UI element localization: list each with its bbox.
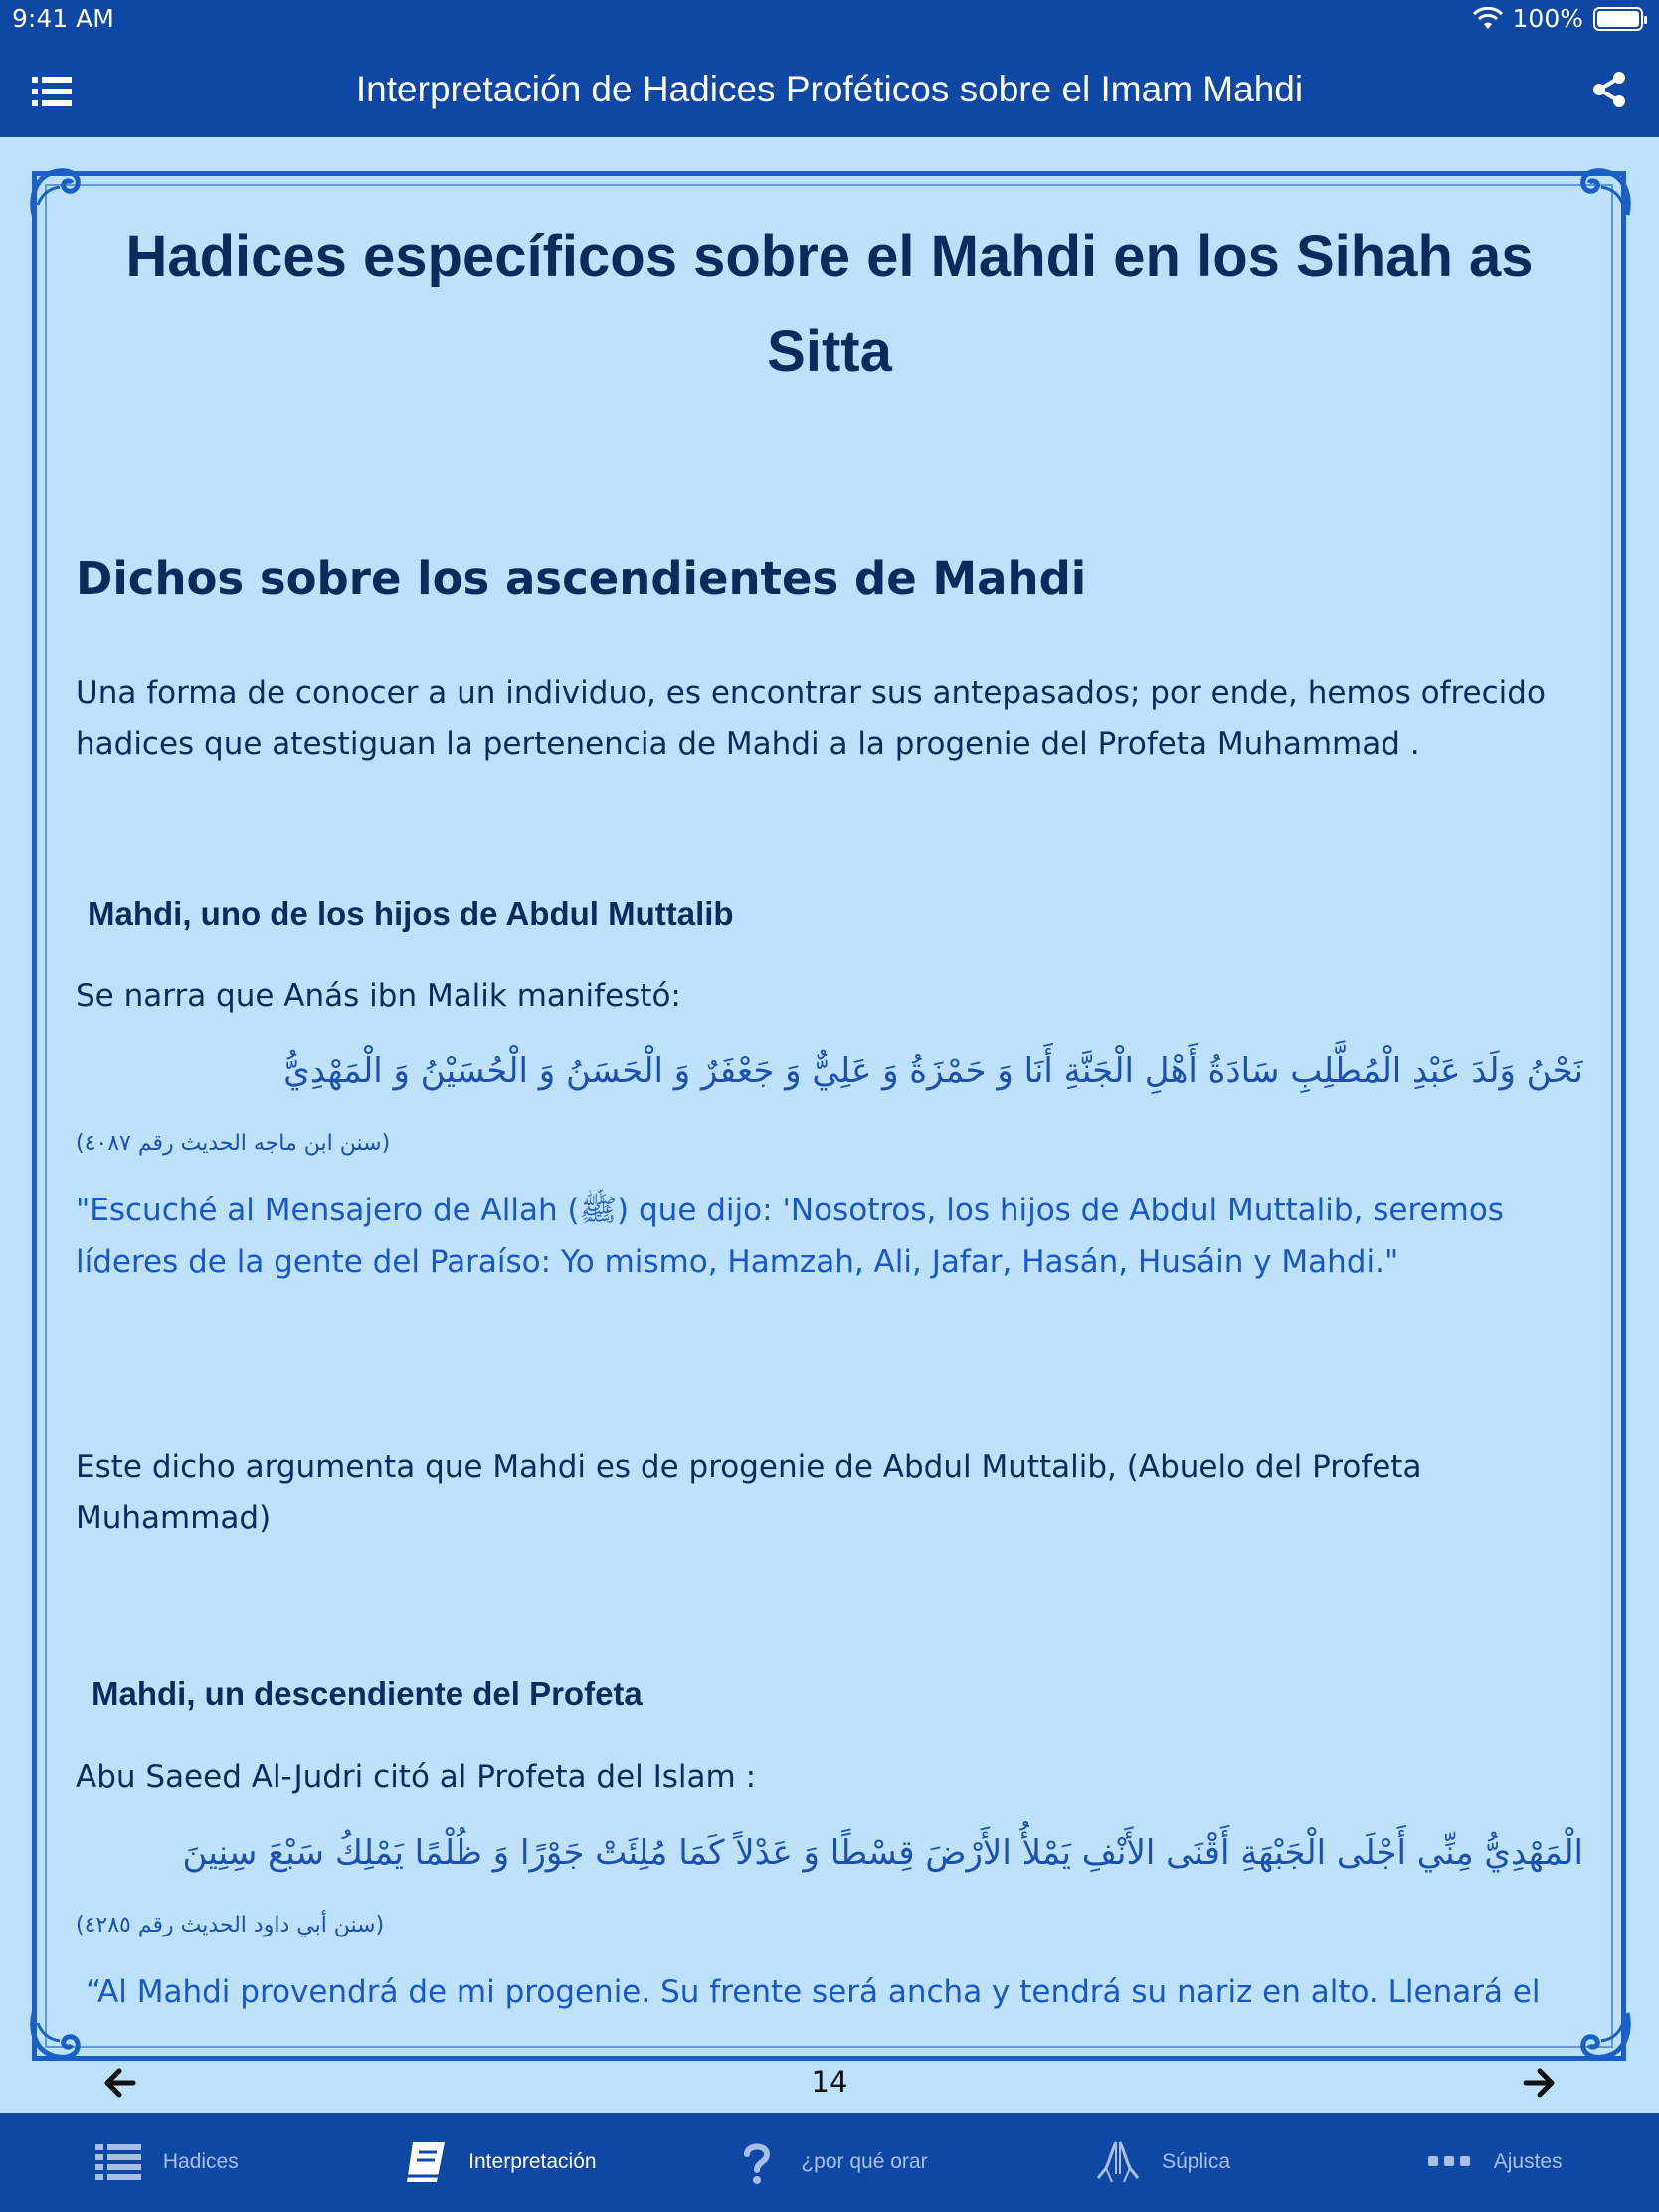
narration-text: Abu Saeed Al-Judri citó al Profeta del Islam :: [76, 1759, 757, 1795]
wifi-icon: [1473, 7, 1503, 31]
hadith-translation: "Escuché al Mensajero de Allah (ﷺ) que dijo: 'Nosotros, los hijos de Abdul Muttalib, seremos líderes de la gente del Paraíso: Yo mismo, Hamzah, Ali, Jafar, Hasán, Husáin y Mahdi.": [76, 1193, 1504, 1280]
arabic-hadith: الْمَهْدِيُّ مِنِّي أَجْلَى الْجَبْهَةِ أَقْنَى الأَنْفِ يَمْلأُ الأَرْضَ قِسْطًا وَ عَدْلاً كَمَا مُلِئَتْ جَوْرًا وَ ظُلْمًا يَمْلِكُ سَبْعَ سِنِينَ: [182, 1833, 1583, 1873]
tab-label: Hadices: [162, 2150, 239, 2173]
menu-list-icon[interactable]: [32, 74, 72, 109]
page-number: 14: [811, 2065, 848, 2099]
commentary-text: Este dicho argumenta que Mahdi es de progenie de Abdul Muttalib, (Abuelo del Profeta Muhammad): [76, 1449, 1422, 1536]
page-title: Hadices específicos sobre el Mahdi en los Sihah as Sitta: [125, 224, 1534, 384]
arabic-hadith: نَحْنُ وَلَدَ عَبْدِ الْمُطَّلِبِ سَادَةُ أَهْلِ الْجَنَّةِ أَنَا وَ حَمْزَةُ وَ عَلِيٌّ وَ جَعْفَرٌ وَ الْحَسَنُ وَ الْحُسَيْنُ وَ الْمَهْدِيُّ: [283, 1051, 1583, 1091]
hadith-translation: “Al Mahdi provendrá de mi progenie. Su frente será ancha y tendrá su nariz en alto. Llenará el: [86, 1974, 1541, 2010]
article-content[interactable]: [76, 209, 1583, 2049]
top-bar: [0, 0, 1659, 137]
arrow-right-icon[interactable]: [1522, 2065, 1558, 2101]
tab-suplica[interactable]: [996, 2113, 1328, 2212]
tab-label: Súplica: [1162, 2150, 1231, 2173]
tab-label: Interpretación: [468, 2150, 597, 2173]
hadith-reference: (سنن أبي داود الحديث رقم ٤٢٨٥): [76, 1913, 385, 1937]
share-icon[interactable]: [1589, 70, 1629, 109]
ornament-corner-icon: [1577, 2007, 1633, 2063]
status-indicators: [1473, 4, 1643, 33]
more-icon: [1424, 2138, 1476, 2186]
tab-hadices[interactable]: [0, 2113, 332, 2212]
subsection-title: Mahdi, un descendiente del Profeta: [92, 1675, 643, 1712]
hadith-reference: (سنن ابن ماجه الحديث رقم ٤٠٨٧): [76, 1131, 391, 1156]
book-icon: [399, 2138, 451, 2186]
tab-bar: [0, 2113, 1659, 2212]
header-title: Interpretación de Hadices Proféticos sobre el Imam Mahdi: [355, 69, 1304, 109]
status-time: 9:41 AM: [12, 4, 114, 33]
narration-text: Se narra que Anás ibn Malik manifestó:: [76, 978, 681, 1014]
tab-ajustes[interactable]: [1327, 2113, 1659, 2212]
section-title: Dichos sobre los ascendientes de Mahdi: [76, 552, 1087, 605]
tab-por-que-orar[interactable]: [663, 2113, 996, 2212]
ornament-corner-icon: [1577, 165, 1633, 221]
battery-icon: [1593, 7, 1643, 31]
praying-hands-icon: [1092, 2138, 1144, 2186]
subsection-title: Mahdi, uno de los hijos de Abdul Muttalib: [88, 895, 734, 932]
tab-interpretacion[interactable]: [332, 2113, 664, 2212]
tab-label: ¿por qué orar: [801, 2150, 928, 2173]
intro-paragraph: Una forma de conocer a un individuo, es encontrar sus antepasados; por ende, hemos ofrecido hadices que atestiguan la pertenencia de Mahdi a la progenie del Profeta Muhammad .: [76, 675, 1546, 762]
list-icon: [93, 2138, 145, 2186]
question-icon: [731, 2138, 783, 2186]
tab-label: Ajustes: [1493, 2150, 1563, 2173]
battery-percent: 100%: [1512, 4, 1583, 33]
pager: [0, 2061, 1659, 2107]
